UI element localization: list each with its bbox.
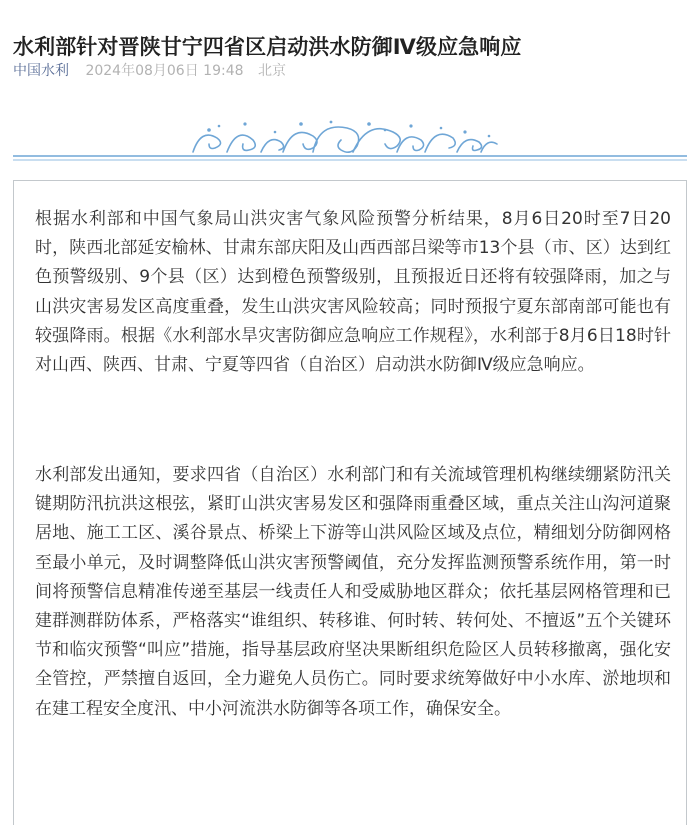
account-name-link[interactable]: 中国水利 bbox=[13, 63, 69, 79]
article-paragraph-1: 根据水利部和中国气象局山洪灾害气象风险预警分析结果，8月6日20时至7日20时，陕西北部延安榆林、甘肃东部庆阳及山西西部吕梁等市13个县（市、区）达到红色预警级别、9个县（区）达到橙色预警级别，且预报近日还将有较强降雨，加之与山洪灾害易发区高度重叠，发生山洪灾害风险较高；同时预报宁夏东部南部可能也有较强降雨。根据《水利部水旱灾害防御应急响应工作规程》，水利部于8月6日18时针对山西、陕西、甘肃、宁夏等四省（自治区）启动洪水防御Ⅳ级应急响应。 bbox=[35, 209, 671, 376]
article-title: 水利部针对晋陕甘宁四省区启动洪水防御Ⅳ级应急响应 bbox=[13, 35, 522, 60]
publish-location: 北京 bbox=[257, 63, 286, 79]
article-content-box bbox=[13, 180, 687, 825]
article-meta bbox=[13, 61, 286, 81]
publish-time: 2024年08月06日 19:48 bbox=[85, 63, 244, 79]
wave-divider-icon bbox=[13, 118, 687, 164]
wave-divider bbox=[13, 118, 687, 164]
article-paragraph-2: 水利部发出通知，要求四省（自治区）水利部门和有关流域管理机构继续绷紧防汛关键期防汛抗洪这根弦，紧盯山洪灾害易发区和强降雨重叠区域，重点关注山沟河道聚居地、施工工区、溪谷景点、桥梁上下游等山洪风险区域及点位，精细划分防御网格至最小单元，及时调整降低山洪灾害预警阈值，充分发挥监测预警系统作用，第一时间将预警信息精准传递至基层一线责任人和受威胁地区群众；依托基层网格管理和已建群测群防体系，严格落实“谁组织、转移谁、何时转、转何处、不擅返”五个关键环节和临灾预警“叫应”措施，指导基层政府坚决果断组织危险区人员转移撤离，强化安全管控，严禁擅自返回，全力避免人员伤亡。同时要求统筹做好中小水库、淤地坝和在建工程安全度汛、中小河流洪水防御等各项工作，确保安全。 bbox=[35, 465, 671, 719]
